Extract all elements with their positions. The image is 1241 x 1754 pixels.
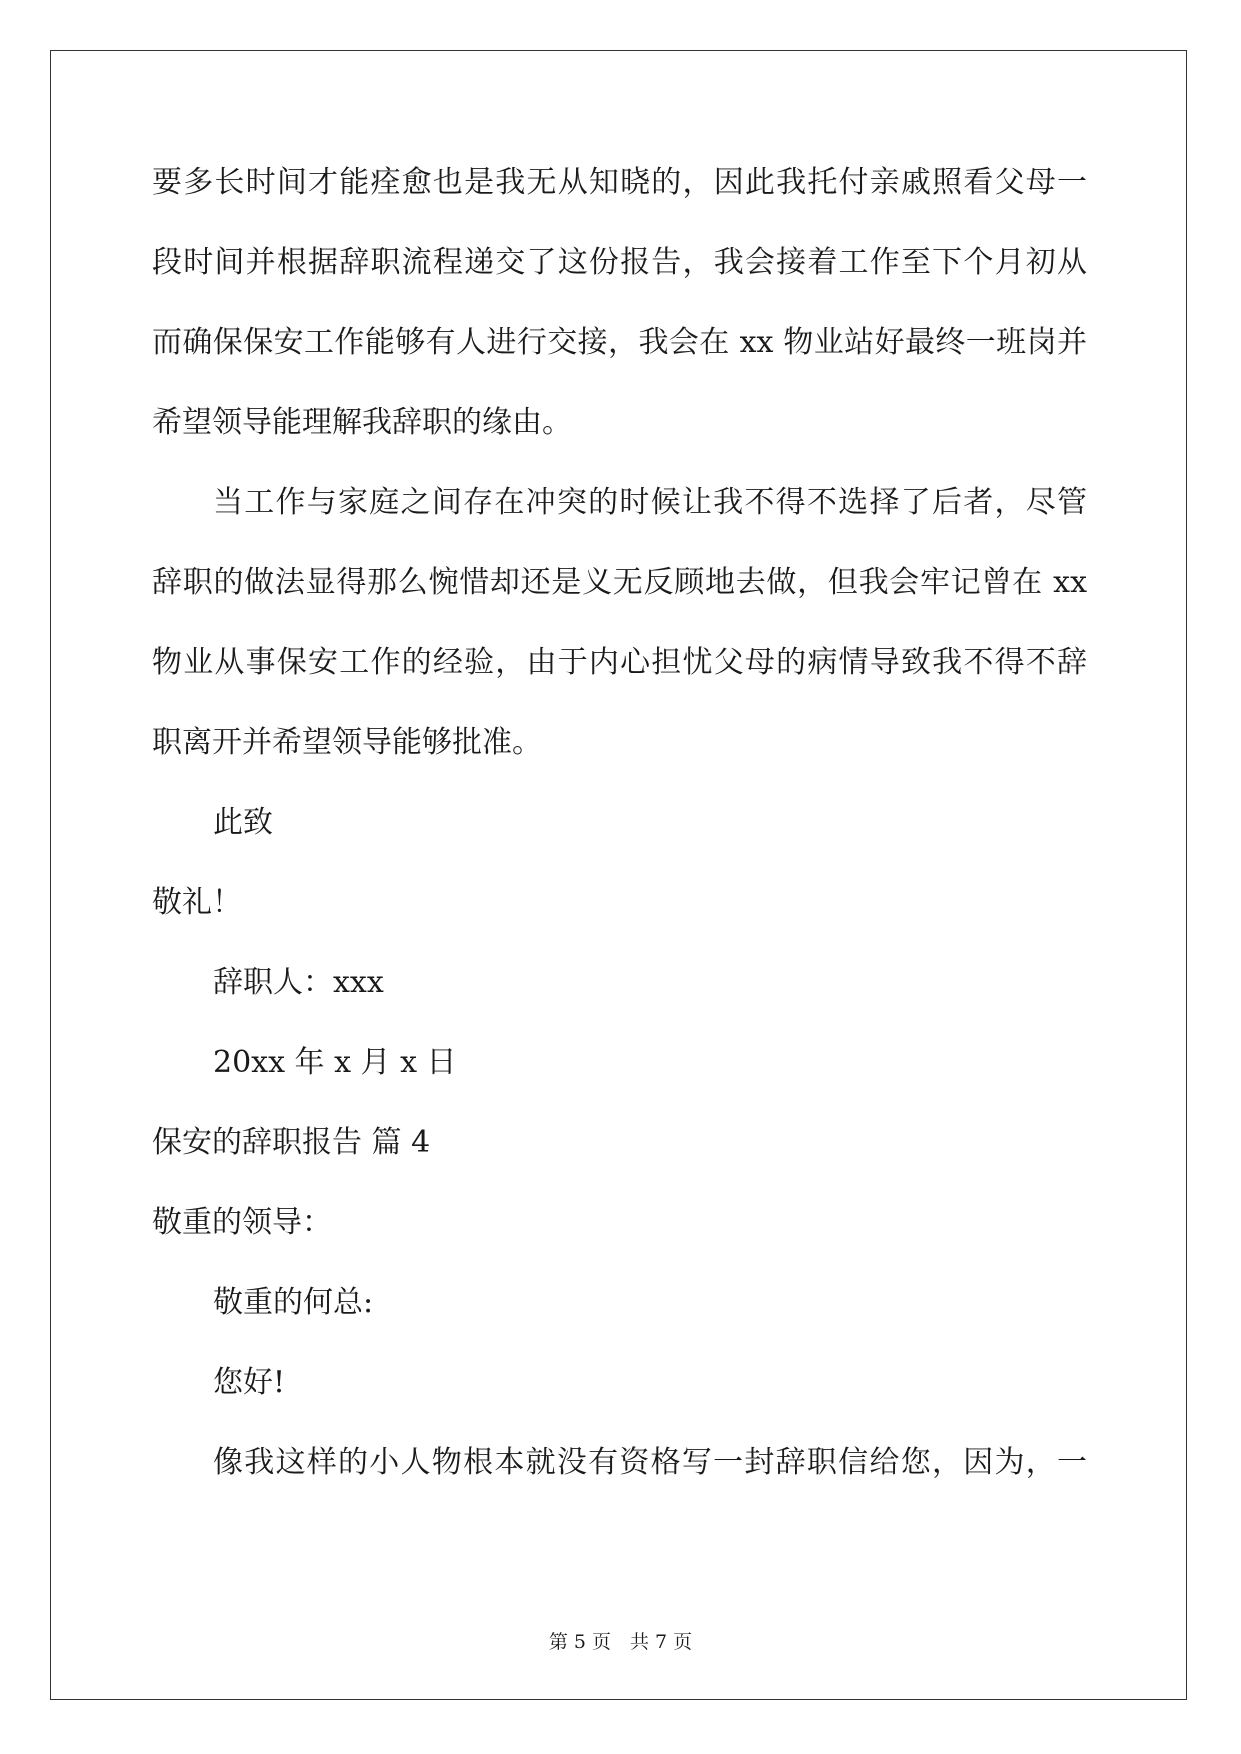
section-heading: 保安的辞职报告 篇 4 — [152, 1125, 431, 1160]
paragraph-line: 段时间并根据辞职流程递交了这份报告，我会接着工作至下个月初从 — [152, 245, 1087, 280]
paragraph-line: 像我这样的小人物根本就没有资格写一封辞职信给您，因为，一 — [213, 1445, 1087, 1480]
signature-line: 辞职人：xxx — [213, 965, 384, 1000]
paragraph-line: 要多长时间才能痊愈也是我无从知晓的，因此我托付亲戚照看父母一 — [152, 165, 1087, 200]
greeting-line: 敬重的何总: — [213, 1285, 374, 1320]
page-number: 第 5 页 共 7 页 — [548, 1631, 693, 1653]
greeting-line: 敬重的领导： — [152, 1205, 332, 1240]
closing-salutation: 此致 — [213, 805, 273, 840]
paragraph-line: 而确保保安工作能够有人进行交接，我会在 xx 物业站好最终一班岗并 — [152, 325, 1087, 360]
date-line: 20xx 年 x 月 x 日 — [213, 1045, 457, 1080]
paragraph-line: 物业从事保安工作的经验，由于内心担忧父母的病情导致我不得不辞 — [152, 645, 1087, 680]
paragraph-line: 辞职的做法显得那么惋惜却还是义无反顾地去做，但我会牢记曾在 xx — [152, 565, 1087, 600]
closing-regards: 敬礼！ — [152, 885, 242, 920]
paragraph-line: 职离开并希望领导能够批准。 — [152, 725, 542, 760]
paragraph-line: 希望领导能理解我辞职的缘由。 — [152, 405, 572, 440]
paragraph-line: 当工作与家庭之间存在冲突的时候让我不得不选择了后者，尽管 — [213, 485, 1087, 520]
document-body — [152, 163, 1087, 1523]
greeting-line: 您好! — [213, 1365, 286, 1400]
